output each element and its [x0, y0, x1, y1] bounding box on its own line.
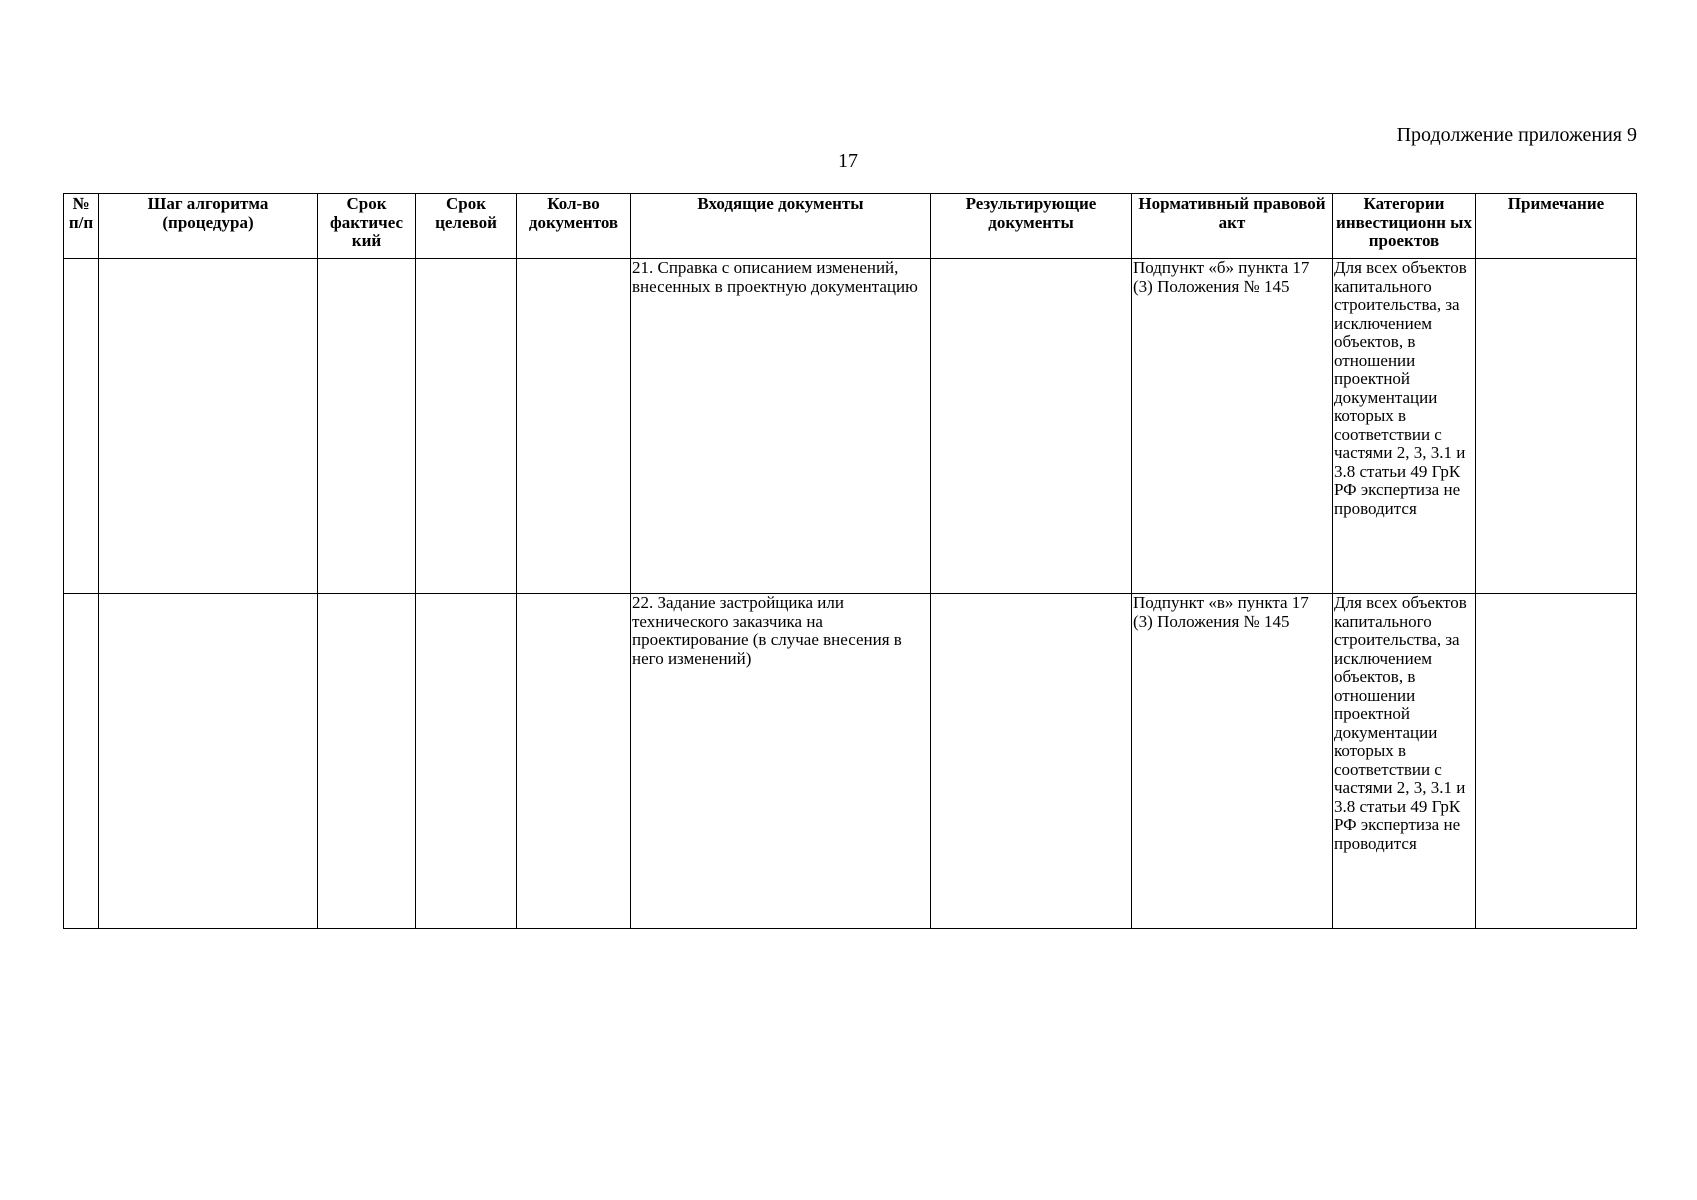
col-header-term-actual: Срок фактичес кий	[318, 194, 416, 259]
cell-incoming: 21. Справка с описанием изменений, внесенных в проектную документацию	[631, 259, 931, 594]
col-header-legal-act: Нормативный правовой акт	[1132, 194, 1333, 259]
cell-term-actual	[318, 259, 416, 594]
col-header-term-target: Срок целевой	[416, 194, 517, 259]
col-header-resulting: Результирующие документы	[931, 194, 1132, 259]
col-header-number: № п/п	[64, 194, 99, 259]
cell-resulting	[931, 594, 1132, 929]
cell-step	[99, 594, 318, 929]
cell-doc-count	[517, 259, 631, 594]
cell-resulting	[931, 259, 1132, 594]
cell-incoming: 22. Задание застройщика или технического заказчика на проектирование (в случае внесения в него изменений)	[631, 594, 931, 929]
table-row	[64, 594, 1637, 929]
cell-term-target	[416, 259, 517, 594]
cell-doc-count	[517, 594, 631, 929]
cell-step	[99, 259, 318, 594]
col-header-doc-count: Кол-во документов	[517, 194, 631, 259]
cell-legal-act: Подпункт «б» пункта 17 (3) Положения № 145	[1132, 259, 1333, 594]
cell-note	[1476, 594, 1637, 929]
appendix-note: Продолжение приложения 9	[1396, 124, 1637, 146]
cell-number	[64, 594, 99, 929]
table-row	[64, 259, 1637, 594]
cell-note	[1476, 259, 1637, 594]
cell-term-target	[416, 594, 517, 929]
cell-term-actual	[318, 594, 416, 929]
header-row	[64, 194, 1637, 259]
cell-categories: Для всех объектов капитального строительства, за исключением объектов, в отношении проектной документации которых в соответствии с частями 2, 3, 3.1 и 3.8 статьи 49 ГрК РФ экспертиза не проводится	[1333, 594, 1476, 929]
procedure-table	[63, 193, 1637, 929]
col-header-step: Шаг алгоритма (процедура)	[99, 194, 318, 259]
cell-number	[64, 259, 99, 594]
page-number: 17	[838, 150, 858, 172]
cell-categories: Для всех объектов капитального строительства, за исключением объектов, в отношении проектной документации которых в соответствии с частями 2, 3, 3.1 и 3.8 статьи 49 ГрК РФ экспертиза не проводится	[1333, 259, 1476, 594]
col-header-categories: Категории инвестиционн ых проектов	[1333, 194, 1476, 259]
col-header-note: Примечание	[1476, 194, 1637, 259]
col-header-incoming: Входящие документы	[631, 194, 931, 259]
cell-legal-act: Подпункт «в» пункта 17 (3) Положения № 145	[1132, 594, 1333, 929]
